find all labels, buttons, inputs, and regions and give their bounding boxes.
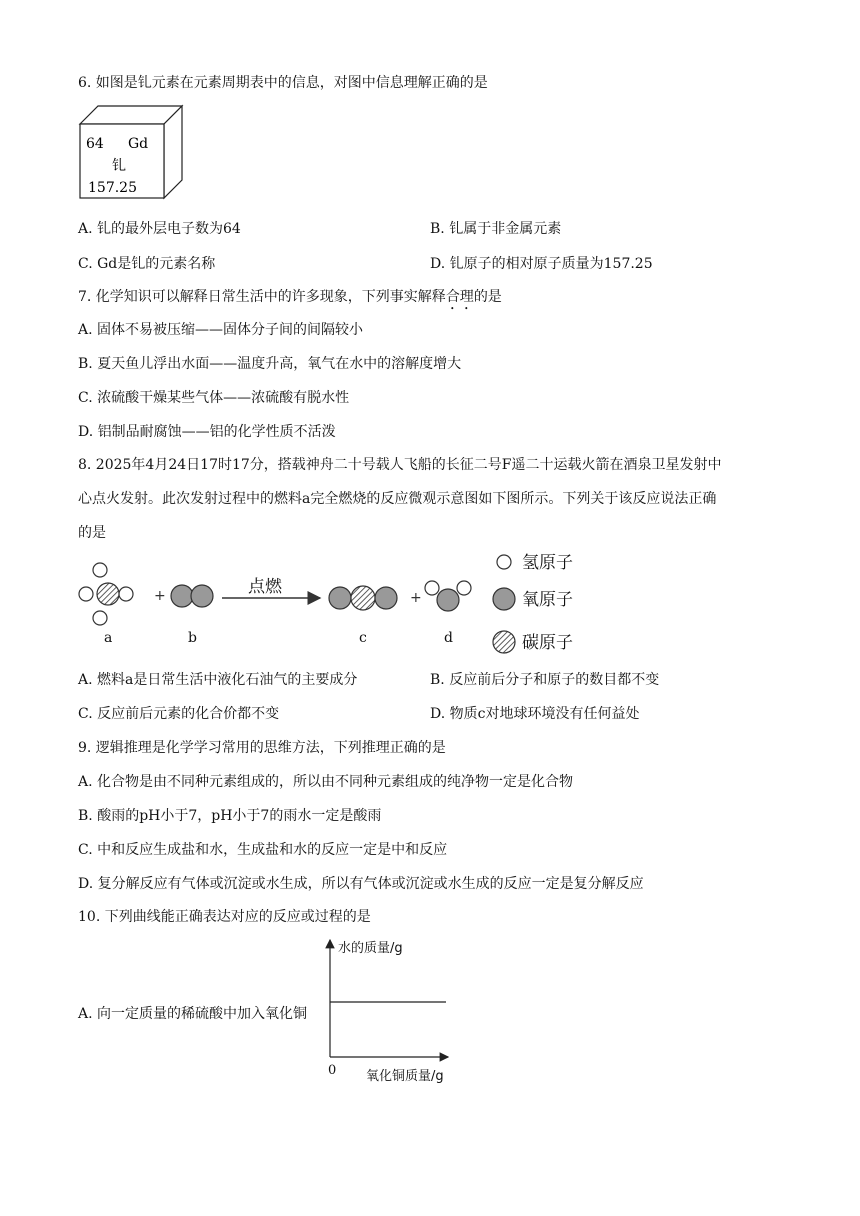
origin-label: 0: [328, 1063, 337, 1078]
q6-option-b[interactable]: B. 钆属于非金属元素: [430, 221, 562, 237]
q7-option-c[interactable]: C. 浓硫酸干燥某些气体——浓硫酸有脱水性: [78, 390, 350, 406]
element-number: 64: [86, 136, 104, 152]
q10-stem: 10. 下列曲线能正确表达对应的反应或过程的是: [78, 909, 371, 925]
plus-2: +: [410, 590, 422, 606]
q8-option-d[interactable]: D. 物质c对地球环境没有任何益处: [430, 706, 640, 722]
molecule-b: [171, 585, 213, 607]
reaction-diagram: [70, 548, 610, 660]
label-b: b: [188, 630, 197, 646]
q6-option-c[interactable]: C. Gd是钆的元素名称: [78, 256, 216, 272]
x-axis-label: 氧化铜质量/g: [366, 1069, 444, 1084]
q6-option-a[interactable]: A. 钆的最外层电子数为64: [78, 221, 241, 237]
molecule-a: [79, 563, 133, 625]
q7-option-b[interactable]: B. 夏天鱼儿浮出水面——温度升高，氧气在水中的溶解度增大: [78, 356, 462, 372]
legend-oxygen: 氧原子: [522, 590, 573, 610]
element-name: 钆: [112, 158, 126, 174]
q7-option-a[interactable]: A. 固体不易被压缩——固体分子间的间隔较小: [78, 322, 364, 338]
plus-1: +: [154, 588, 166, 604]
q7-option-d[interactable]: D. 铝制品耐腐蚀——铝的化学性质不活泼: [78, 424, 336, 440]
q7-stem-emphasis: 合理: [445, 289, 474, 305]
q7-stem-pre: 7. 化学知识可以解释日常生活中的许多现象，下列事实解释: [78, 289, 446, 305]
q6-stem: 6. 如图是钆元素在元素周期表中的信息，对图中信息理解正确的是: [78, 75, 488, 91]
molecule-d: [425, 581, 471, 611]
q6-option-d[interactable]: D. 钆原子的相对原子质量为157.25: [430, 256, 653, 272]
legend-oxygen-swatch: [493, 588, 515, 610]
label-a: a: [104, 630, 113, 646]
q8-stem-line3: 的是: [78, 525, 106, 541]
q10-option-a[interactable]: A. 向一定质量的稀硫酸中加入氧化铜: [78, 1006, 308, 1022]
q10-graph: [318, 934, 478, 1084]
legend: [493, 553, 573, 653]
label-c: c: [359, 630, 367, 646]
q9-stem: 9. 逻辑推理是化学学习常用的思维方法，下列推理正确的是: [78, 740, 446, 756]
q9-option-c[interactable]: C. 中和反应生成盐和水，生成盐和水的反应一定是中和反应: [78, 842, 448, 858]
q8-option-c[interactable]: C. 反应前后元素的化合价都不变: [78, 706, 280, 722]
element-mass: 157.25: [88, 180, 137, 196]
q9-option-b[interactable]: B. 酸雨的pH小于7，pH小于7的雨水一定是酸雨: [78, 808, 382, 824]
q9-option-d[interactable]: D. 复分解反应有气体或沉淀或水生成，所以有气体或沉淀或水生成的反应一定是复分解反应: [78, 876, 644, 892]
q7-stem: [78, 289, 502, 313]
arrow-label: 点燃: [248, 577, 282, 597]
q8-option-a[interactable]: A. 燃料a是日常生活中液化石油气的主要成分: [78, 672, 358, 688]
molecule-c: [329, 586, 397, 610]
legend-hydrogen: 氢原子: [522, 553, 573, 573]
legend-hydrogen-swatch: [497, 555, 511, 569]
legend-carbon: 碳原子: [522, 633, 573, 653]
label-d: d: [444, 630, 453, 646]
q8-stem-line2: 心点火发射。此次发射过程中的燃料a完全燃烧的反应微观示意图如下图所示。下列关于该反应说法正确: [78, 491, 717, 507]
element-tile: [78, 104, 184, 200]
q8-stem-line1: 8. 2025年4月24日17时17分，搭载神舟二十号载人飞船的长征二号F遥二十运载火箭在酒泉卫星发射中: [78, 457, 722, 473]
y-axis-label: 水的质量/g: [338, 941, 403, 956]
q8-option-b[interactable]: B. 反应前后分子和原子的数目都不变: [430, 672, 660, 688]
q9-option-a[interactable]: A. 化合物是由不同种元素组成的，所以由不同种元素组成的纯净物一定是化合物: [78, 774, 574, 790]
legend-carbon-swatch: [493, 631, 515, 653]
q7-stem-post: 的是: [473, 289, 502, 305]
element-symbol: Gd: [128, 136, 149, 152]
